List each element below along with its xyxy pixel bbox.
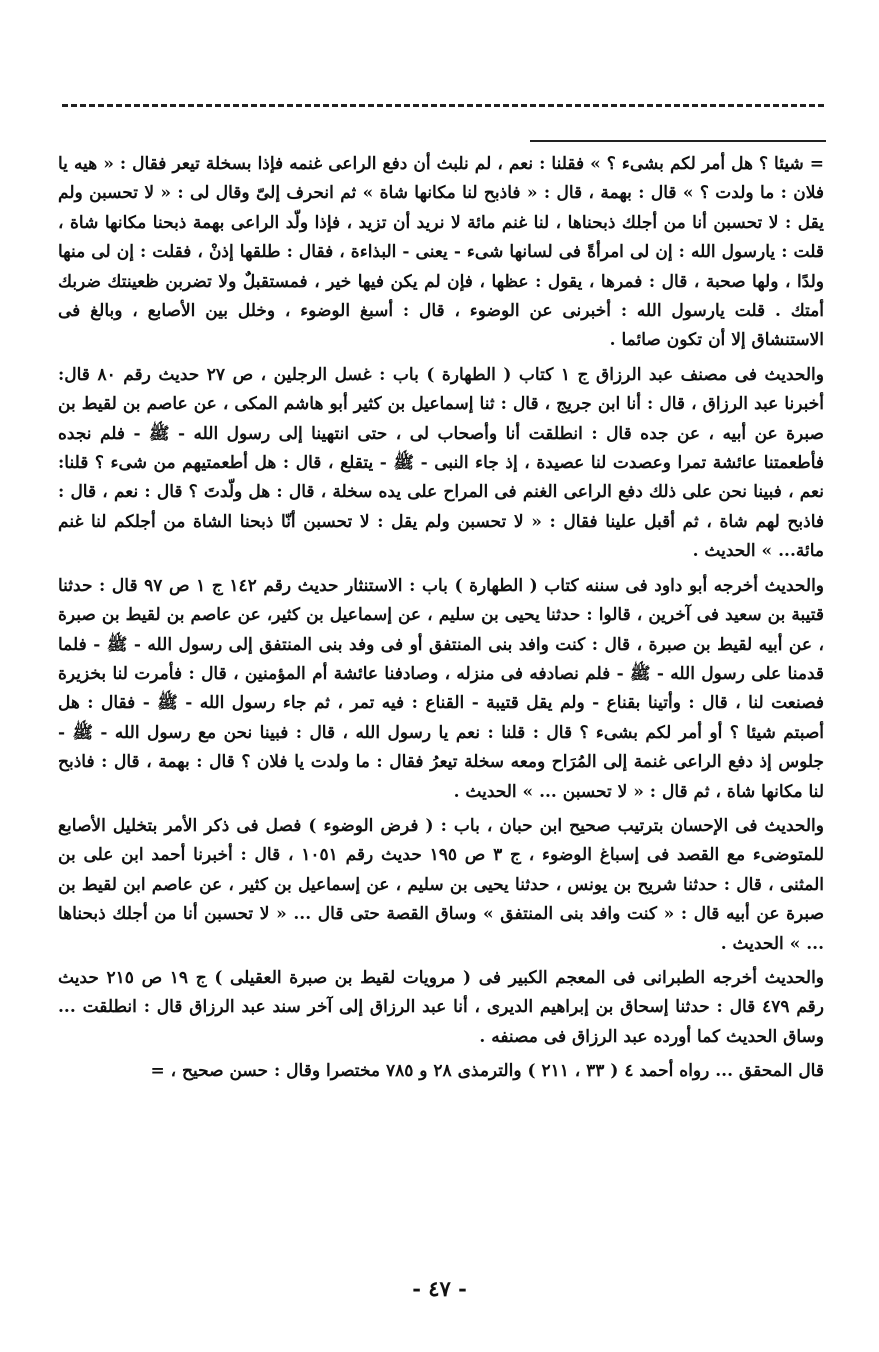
paragraph-6: قال المحقق ... رواه أحمد ٤ ( ٣٣ ، ٢١١ ) والترمذى ٢٨ و ٧٨٥ مختصرا وقال : حسن صحيح ، = bbox=[150, 1061, 824, 1082]
paragraph-3: والحديث أخرجه أبو داود فى سننه كتاب ( الطهارة ) باب : الاستنثار حديث رقم ١٤٢ ج ١ ص ٩٧ قال : حدثنا قتيبة بن سعيد فى آخرين ، قالوا : حدثنا يحيى بن سليم ، عن إسماعيل بن كثير، عن عاصم بن لقيط بن صبرة ، عن أبيه لقيط بن صبرة ، قال : كنت وافد بنى المنتفق أو فى وفد بنى المنتفق إلى رسول الله - ﷺ - فلما قدمنا على رسول الله - ﷺ - فلم نصادفه فى منزله ، وصادفنا عائشة أم المؤمنين ، قال : فأمرت لنا بخزيرة فصنعت لنا ، قال : وأتينا بقناع - ولم يقل قتيبة - القناع : فيه تمر ، ثم جاء رسول الله - ﷺ - فقال : هل أصبتم شيئا ؟ أو أمر لكم بشىء ؟ قال : قلنا : نعم يا رسول الله ، قال : فبينا نحن مع رسول الله - ﷺ - جلوس إذ دفع الراعى غنمة إلى المُرَاح ومعه سخلة تيعرُ فقال : ما ولدت يا فلان ؟ قال : بهمة ، قال : فاذبح لنا مكانها شاة ، ثم قال : « لا تحسبن ... » الحديث . bbox=[58, 575, 825, 802]
top-dashed-separator bbox=[62, 104, 824, 107]
paragraph-1: = شيئا ؟ هل أمر لكم بشىء ؟ » فقلنا : نعم ، لم نلبث أن دفع الراعى غنمه فإذا بسخلة تيعر فقال : « هيه يا فلان : ما ولدت ؟ » قال : بهمة ، قال : « فاذبح لنا مكانها شاة » ثم انحرف إلىّ وقال لى : « لا تحسبن ولم يقل : لا تحسبن أنا من أجلك ذبحناها ، لنا غنم مائة لا نريد أن تزيد ، فإذا ولّد الراعى بهمة ذبحنا مكانها شاة ، قلت : يارسول الله : إن لى امرأةً فى لسانها شىء - يعنى - البذاءة ، فقال : طلقها إذنْ ، فقلت : إن لى منها ولدًا ، ولها صحبة ، قال : فمرها ، يقول : عظها ، فإن لم يكن فيها خير ، فمستقبلٌ ولا تضربن ظعينتك ضربك أمتك . قلت يارسول الله : أخبرنى عن الوضوء ، قال : أسبغ الوضوء ، وخلل بين الأصابع ، وبالغ فى الاستنشاق إلا أن تكون صائما . bbox=[58, 154, 824, 351]
footnote-text bbox=[58, 150, 824, 1092]
paragraph-5: والحديث أخرجه الطبرانى فى المعجم الكبير فى ( مرويات لقيط بن صبرة العقيلى ) ج ١٩ ص ٢١٥ حديث رقم ٤٧٩ قال : حدثنا إسحاق بن إبراهيم الديرى ، أنا عبد الرزاق إلى آخر سند عبد الرزاق قال : انطلقت ... وساق الحديث كما أورده عبد الرزاق فى مصنفه . bbox=[58, 967, 825, 1047]
paragraph-2: والحديث فى مصنف عبد الرزاق ج ١ كتاب ( الطهارة ) باب : غسل الرجلين ، ص ٢٧ حديث رقم ٨٠ قال: أخبرنا عبد الرزاق ، قال : أنا ابن جريج ، قال : ثنا إسماعيل بن كثير أبو هاشم المكى ، عن عاصم بن لقيط بن صبرة عن أبيه ، عن جده قال : انطلقت أنا وأصحاب لى ، حتى انتهينا إلى رسول الله - ﷺ - فلم نجده فأطعمتنا عائشة تمرا وعصدت لنا عصيدة ، إذ جاء النبى - ﷺ - يتقلع ، قال : هل أطعمتيهم من شىء ؟ قلنا: نعم ، فبينا نحن على ذلك دفع الراعى الغنم فى المراح على يده سخلة ، قال : هل ولّدتَ ؟ قال : نعم ، قال : فاذبح لهم شاة ، ثم أقبل علينا فقال : « لا تحسبن ولم يقل : لا تحسبن أنّا ذبحنا الشاة من أجلكم لنا غنم مائة... » الحديث . bbox=[58, 364, 824, 562]
footnote-rule bbox=[530, 140, 826, 142]
paragraph-4: والحديث فى الإحسان بترتيب صحيح ابن حبان ، باب : ( فرض الوضوء ) فصل فى ذكر الأمر بتخليل الأصابع للمتوضىء مع القصد فى إسباغ الوضوء ، ج ٣ ص ١٩٥ حديث رقم ١٠٥١ ، قال : أخبرنا أحمد ابن على بن المثنى ، قال : حدثنا شريح بن يونس ، حدثنا يحيى بن سليم ، عن إسماعيل بن كثير ، عن عاصم ابن لقيط بن صبرة عن أبيه قال : « كنت وافد بنى المنتفق » وساق القصة حتى قال ... « لا تحسبن أنا من أجلك ذبحناها ... » الحديث . bbox=[58, 815, 825, 954]
page-number: - ٤٧ - bbox=[412, 1276, 467, 1301]
